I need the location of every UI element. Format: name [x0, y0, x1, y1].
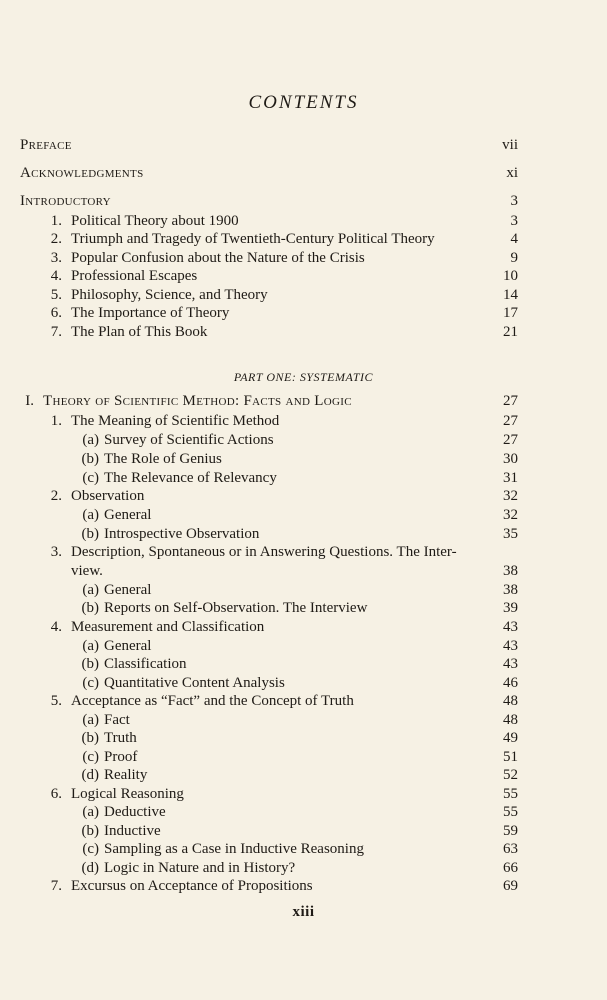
entry-number: (c) [82, 675, 99, 691]
entry-page-number: 3 [510, 193, 518, 209]
entry-number: (c) [82, 841, 99, 857]
toc-entry-section[interactable] [0, 303, 607, 323]
entry-label: Observation [71, 488, 145, 504]
toc-entry-preface[interactable] [0, 135, 607, 155]
entry-label: Inductive [104, 823, 161, 839]
toc-entry-section[interactable] [0, 876, 607, 896]
entry-page-number: 55 [503, 786, 518, 802]
entry-page-number: 27 [503, 413, 518, 429]
entry-page-number: 43 [503, 619, 518, 635]
entry-page-number: 49 [503, 730, 518, 746]
entry-label: Popular Confusion about the Nature of the Crisis [71, 250, 365, 266]
toc-entry-subsection[interactable] [0, 598, 607, 618]
toc-entry-subsection[interactable] [0, 524, 607, 544]
entry-number: 7. [50, 878, 62, 894]
entry-number: 2. [50, 231, 62, 247]
entry-number: (b) [81, 600, 99, 616]
entry-number: 4. [50, 268, 62, 284]
entry-label: Triumph and Tragedy of Twentieth-Century Political Theory [71, 231, 435, 247]
entry-page-number: 43 [503, 638, 518, 654]
entry-number: (c) [82, 470, 99, 486]
toc-entry-subsection[interactable] [0, 747, 607, 767]
toc-entry-section[interactable] [0, 211, 607, 231]
entry-number: 7. [50, 324, 62, 340]
toc-entry-subsection[interactable] [0, 710, 607, 730]
entry-label: Professional Escapes [71, 268, 198, 284]
entry-number: (a) [82, 507, 99, 523]
toc-entry-chapter[interactable] [0, 391, 607, 411]
entry-page-number: 59 [503, 823, 518, 839]
entry-page-number: 66 [503, 860, 518, 876]
entry-page-number: 4 [510, 231, 518, 247]
toc-entry-section[interactable] [0, 691, 607, 711]
toc-entry-subsection[interactable] [0, 858, 607, 878]
entry-label: Proof [104, 749, 138, 765]
entry-page-number: 38 [503, 582, 518, 598]
entry-number: 2. [50, 488, 62, 504]
entry-page-number: 46 [503, 675, 518, 691]
entry-page-number: 38 [503, 563, 518, 579]
entry-number: (d) [81, 860, 99, 876]
entry-label: Theory of Scientific Method: Facts and Logic [43, 393, 352, 409]
entry-number: I. [25, 393, 34, 409]
entry-label: Preface [20, 137, 72, 153]
entry-page-number: 17 [503, 305, 518, 321]
entry-number: (a) [82, 712, 99, 728]
entry-page-number: 3 [510, 213, 518, 229]
toc-entry-section[interactable] [0, 248, 607, 268]
toc-entry-subsection[interactable] [0, 505, 607, 525]
entry-number: (a) [82, 804, 99, 820]
entry-number: 3. [50, 544, 62, 560]
entry-page-number: 31 [503, 470, 518, 486]
toc-entry-subsection[interactable] [0, 673, 607, 693]
entry-label: The Importance of Theory [71, 305, 230, 321]
toc-entry-section[interactable] [0, 322, 607, 342]
toc-entry-subsection[interactable] [0, 802, 607, 822]
entry-page-number: 14 [503, 287, 518, 303]
entry-label: Excursus on Acceptance of Propositions [71, 878, 313, 894]
entry-label: Reports on Self-Observation. The Interview [104, 600, 368, 616]
entry-page-number: vii [502, 137, 518, 153]
entry-label: Survey of Scientific Actions [104, 432, 274, 448]
entry-page-number: 27 [503, 432, 518, 448]
entry-page-number: 35 [503, 526, 518, 542]
entry-page-number: 48 [503, 712, 518, 728]
entry-label: Fact [104, 712, 130, 728]
entry-page-number: 32 [503, 488, 518, 504]
toc-entry-subsection[interactable] [0, 765, 607, 785]
toc-entry-subsection[interactable] [0, 654, 607, 674]
entry-page-number: 52 [503, 767, 518, 783]
entry-label: Reality [104, 767, 148, 783]
toc-entry-acknowledgments[interactable] [0, 163, 607, 183]
toc-entry-subsection[interactable] [0, 449, 607, 469]
part-heading: PART ONE: SYSTEMATIC [233, 370, 374, 384]
entry-page-number: 10 [503, 268, 518, 284]
toc-entry-section[interactable] [0, 229, 607, 249]
entry-label: Truth [104, 730, 137, 746]
entry-label: The Meaning of Scientific Method [71, 413, 280, 429]
toc-entry-subsection[interactable] [0, 468, 607, 488]
toc-entry-subsection[interactable] [0, 580, 607, 600]
entry-number: (a) [82, 582, 99, 598]
entry-label: Sampling as a Case in Inductive Reasoning [104, 841, 364, 857]
entry-label: Description, Spontaneous or in Answering Questions. The Inter- [71, 544, 457, 560]
entry-page-number: 69 [503, 878, 518, 894]
page-title: CONTENTS [248, 92, 359, 113]
entry-number: (c) [82, 749, 99, 765]
entry-page-number: 55 [503, 804, 518, 820]
entry-number: 1. [50, 213, 62, 229]
entry-label: The Role of Genius [104, 451, 222, 467]
entry-page-number: 43 [503, 656, 518, 672]
entry-page-number: 21 [503, 324, 518, 340]
entry-page-number: 32 [503, 507, 518, 523]
entry-label: General [104, 638, 152, 654]
entry-number: (b) [81, 451, 99, 467]
entry-label: Logic in Nature and in History? [104, 860, 296, 876]
toc-entry-section[interactable] [0, 486, 607, 506]
entry-number: (b) [81, 526, 99, 542]
entry-number: 1. [50, 413, 62, 429]
toc-entry-section[interactable] [0, 617, 607, 637]
entry-label: Acceptance as “Fact” and the Concept of Truth [71, 693, 354, 709]
entry-page-number: xi [506, 165, 518, 181]
toc-entry-section[interactable] [0, 542, 607, 562]
entry-number: 3. [50, 250, 62, 266]
toc-entry-subsection[interactable] [0, 430, 607, 450]
entry-label: Philosophy, Science, and Theory [71, 287, 268, 303]
entry-number: 4. [50, 619, 62, 635]
entry-number: (a) [82, 638, 99, 654]
toc-entry-section[interactable] [0, 266, 607, 286]
entry-number: 5. [50, 693, 62, 709]
entry-number: (b) [81, 730, 99, 746]
entry-page-number: 39 [503, 600, 518, 616]
entry-label: Quantitative Content Analysis [104, 675, 285, 691]
entry-label: view. [71, 563, 103, 579]
entry-page-number: 30 [503, 451, 518, 467]
entry-page-number: 9 [510, 250, 518, 266]
toc-entry-section[interactable] [0, 285, 607, 305]
toc-entry-subsection[interactable] [0, 728, 607, 748]
entry-label: Deductive [104, 804, 166, 820]
entry-number: 6. [50, 786, 62, 802]
entry-page-number: 27 [503, 393, 518, 409]
entry-page-number: 51 [503, 749, 518, 765]
toc-entry-subsection[interactable] [0, 636, 607, 656]
entry-label: General [104, 582, 152, 598]
entry-label: Logical Reasoning [71, 786, 184, 802]
entry-number: 6. [50, 305, 62, 321]
toc-entry-continuation[interactable] [0, 561, 607, 581]
entry-label: Introspective Observation [104, 526, 260, 542]
entry-label: Introductory [20, 193, 111, 209]
entry-label: Classification [104, 656, 187, 672]
toc-entry-section[interactable] [0, 784, 607, 804]
entry-number: (a) [82, 432, 99, 448]
entry-label: Political Theory about 1900 [71, 213, 239, 229]
entry-label: Measurement and Classification [71, 619, 265, 635]
toc-entry-section[interactable] [0, 411, 607, 431]
entry-page-number: 63 [503, 841, 518, 857]
entry-label: The Plan of This Book [71, 324, 208, 340]
entry-page-number: 48 [503, 693, 518, 709]
toc-entry-subsection[interactable] [0, 839, 607, 859]
toc-entry-subsection[interactable] [0, 821, 607, 841]
page-folio: xiii [292, 904, 315, 920]
entry-number: (b) [81, 656, 99, 672]
entry-number: (d) [81, 767, 99, 783]
entry-label: The Relevance of Relevancy [104, 470, 277, 486]
entry-number: (b) [81, 823, 99, 839]
entry-label: General [104, 507, 152, 523]
entry-label: Acknowledgments [20, 165, 144, 181]
entry-number: 5. [50, 287, 62, 303]
toc-entry-introductory[interactable] [0, 191, 607, 211]
